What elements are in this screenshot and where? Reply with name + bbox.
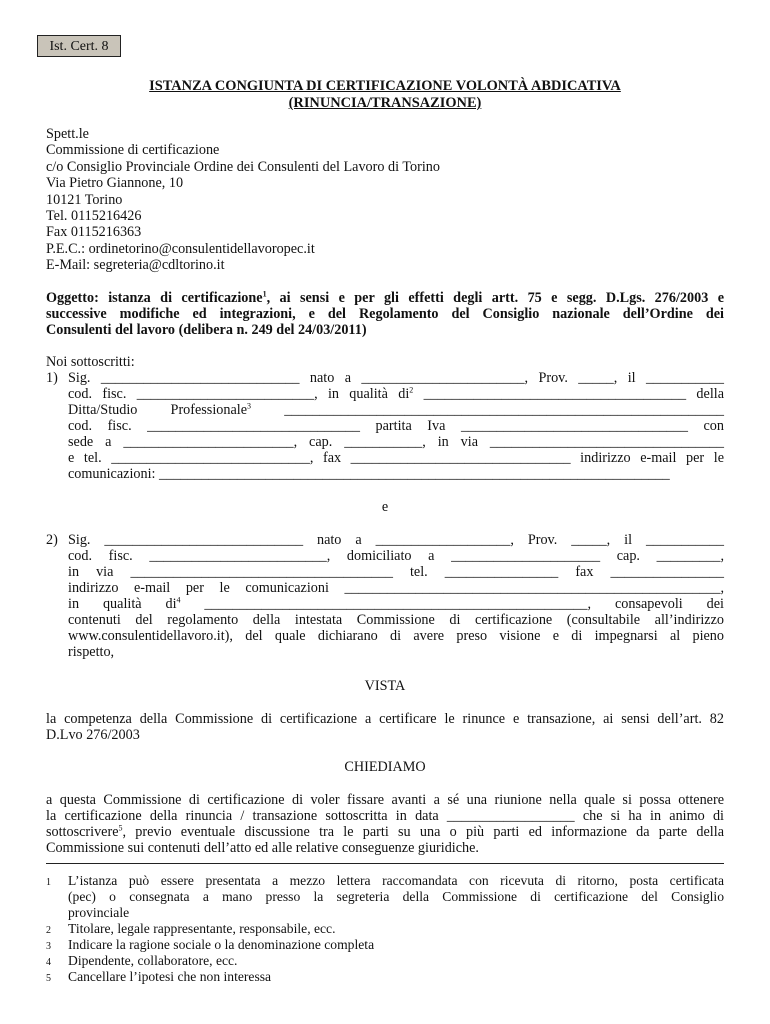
party2-role-field[interactable]: in qualità $di^4$ ______________________________________________________, consapevoli dei	[68, 595, 724, 612]
party1-address-field[interactable]: sede a ________________________, cap. ___________, in via _________________________________	[68, 434, 724, 450]
conjunction-e: e	[381, 499, 389, 515]
section-heading-vista: VISTA	[364, 678, 406, 694]
address-line: 10121 Torino	[46, 191, 123, 208]
footnote-text: provinciale	[68, 905, 130, 920]
address-line: E-Mail: segreteria@cdltorino.it	[46, 257, 225, 274]
section-heading-chiediamo: CHIEDIAMO	[344, 759, 426, 775]
address-line: Fax 0115216363	[46, 224, 142, 241]
request-text: a questa Commissione di certificazione di voler fissare avanti a sé una riunione nella quale si possa ottenere	[46, 792, 724, 808]
address-block	[46, 126, 440, 274]
party-number: 2)	[46, 532, 58, 548]
footnote-text: Cancellare l’ipotesi che non interessa	[68, 969, 272, 984]
vista-text: la competenza della Commissione di certificazione a certificare le rinunce e transazione, ai sensi dell’art. 82	[46, 711, 724, 727]
party1-company-field[interactable]: Ditta/Studio Professionale$^3$ ______________________________________________________________	[68, 401, 724, 418]
party2-text: contenuti del regolamento della intestata Commissione di certificazione (consultabile all’indirizzo	[68, 612, 724, 628]
request-text: sottoscrivere$^5$, previo eventuale discussione tra le parti su una o più parti ed informazione da parte della	[46, 823, 724, 840]
subject-line: Consulenti del lavoro (delibera n. 249 del 24/03/2011)	[46, 322, 367, 338]
party1-phone-field[interactable]: e tel. ____________________________, fax _______________________________ indirizzo e-mail per le	[68, 450, 724, 466]
address-line: Spett.le	[46, 126, 89, 142]
footnote-text: Dipendente, collaboratore, ecc.	[68, 953, 238, 968]
address-line: Via Pietro Giannone, 10	[46, 175, 184, 192]
vista-text: D.Lvo 276/2003	[46, 727, 140, 743]
address-line: Tel. 0115216426	[46, 208, 142, 225]
footnote-divider	[46, 863, 724, 864]
party2-text: www.consulentidellavoro.it), del quale dichiarano di avere preso visione e di impegnarsi al pieno	[68, 628, 724, 644]
address-line: P.E.C.: ordinetorino@consulentidellavoropec.it	[46, 240, 315, 257]
party1-email-field[interactable]: comunicazioni: ________________________________________________________________________	[68, 466, 670, 482]
document-title: ISTANZA CONGIUNTA DI CERTIFICAZIONE VOLONTÀ ABDICATIVA	[149, 78, 621, 94]
footnote-text: (pec) o consegnata a mano presso la segreteria della Commissione di certificazione del Consiglio	[68, 889, 724, 904]
party1-vat-field[interactable]: cod. fisc. ______________________________ partita Iva ________________________________ con	[68, 418, 724, 434]
footnote-text: Indicare la ragione sociale o la denominazione completa	[68, 937, 375, 952]
footnote-text: L’istanza può essere presentata a mezzo lettera raccomandata con ricevuta di ritorno, posta certificata	[68, 873, 724, 888]
footnote-number: 4	[46, 957, 51, 968]
party2-fiscal-code-field[interactable]: cod. fisc. _________________________, domiciliato a _____________________ cap. _________,	[68, 548, 724, 564]
party-number: 1)	[46, 370, 58, 386]
request-date-field[interactable]: la certificazione della rinuncia / transazione sottoscritta in data __________________ che si ha in animo di	[46, 808, 724, 824]
footnote-number: 3	[46, 941, 51, 952]
certificate-label-box: Ist. Cert. 8	[37, 35, 121, 57]
subject-line: successive modifiche ed integrazioni, e del Regolamento del Consiglio nazionale dell’Ordine dei	[46, 306, 724, 322]
footnote-number: 2	[46, 925, 51, 936]
footnote-number: 1	[46, 877, 51, 888]
party2-text: rispetto,	[68, 644, 115, 660]
party2-address-field[interactable]: in via _____________________________________ tel. ________________ fax ________________	[68, 564, 724, 580]
party2-email-field[interactable]: indirizzo e-mail per le comunicazioni _____________________________________________________,	[68, 580, 724, 596]
footnote-number: 5	[46, 973, 51, 984]
intro-text: Noi sottoscritti:	[46, 354, 135, 370]
party1-fiscal-code-field[interactable]: cod. fisc. _________________________, in qualità $di^2$ _____________________________________ della	[68, 385, 724, 402]
address-line: Commissione di certificazione	[46, 142, 220, 159]
address-line: c/o Consiglio Provinciale Ordine dei Consulenti del Lavoro di Torino	[46, 158, 440, 175]
subject-line: Oggetto: istanza di certificazione$^1$, ai sensi e per gli effetti degli artt. 75 e segg. D.Lgs. 276/2003 e	[46, 289, 724, 306]
footnote-text: Titolare, legale rappresentante, responsabile, ecc.	[68, 921, 336, 936]
document-subtitle: (RINUNCIA/TRANSAZIONE)	[288, 95, 482, 111]
request-text: Commissione sui contenuti dell’atto ed alle relative conseguenze giuridiche.	[46, 840, 479, 856]
party1-name-field[interactable]: Sig. ____________________________ nato a _______________________, Prov. _____, il ___________	[68, 370, 724, 386]
party2-name-field[interactable]: Sig. ____________________________ nato a ___________________, Prov. _____, il ___________	[68, 532, 724, 548]
